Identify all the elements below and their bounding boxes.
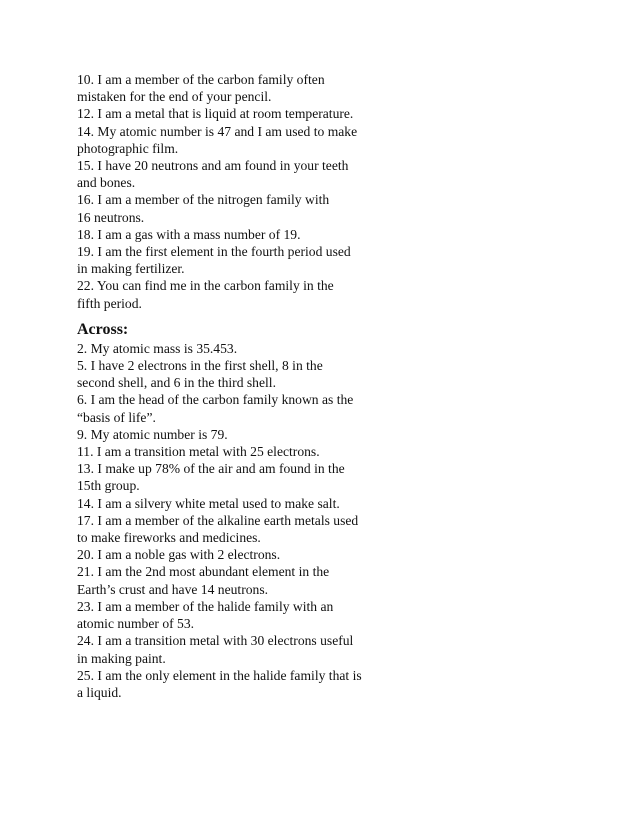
clue-line: 22. You can find me in the carbon family in the	[77, 278, 334, 294]
clue-line: Earth’s crust and have 14 neutrons.	[77, 581, 269, 597]
down-clues-list	[77, 71, 387, 312]
clue-across-11	[77, 443, 387, 460]
document-page	[77, 71, 387, 701]
clue-line: atomic number of 53.	[77, 616, 195, 632]
clue-line: 24. I am a transition metal with 30 electrons useful	[77, 633, 354, 649]
clue-across-5	[77, 357, 387, 391]
clue-across-14	[77, 495, 387, 512]
clue-line: 13. I make up 78% of the air and am found in the	[77, 461, 345, 477]
across-heading: Across:	[77, 320, 129, 338]
clue-line: 15. I have 20 neutrons and am found in your teeth	[77, 158, 349, 174]
clue-line: 16 neutrons.	[77, 209, 145, 225]
clue-line: 18. I am a gas with a mass number of 19.	[77, 226, 301, 242]
clue-across-6	[77, 391, 387, 425]
clue-line: 14. My atomic number is 47 and I am used to make	[77, 123, 358, 139]
clue-across-9	[77, 426, 387, 443]
clue-line: mistaken for the end of your pencil.	[77, 89, 272, 105]
clue-line: 2. My atomic mass is 35.453.	[77, 340, 238, 356]
clue-line: 17. I am a member of the alkaline earth metals used	[77, 512, 359, 528]
clue-line: 23. I am a member of the halide family with an	[77, 598, 334, 614]
clue-line: 10. I am a member of the carbon family often	[77, 72, 325, 87]
clue-line: 12. I am a metal that is liquid at room temperature.	[77, 106, 354, 122]
clue-across-13	[77, 460, 387, 494]
clue-across-2	[77, 340, 387, 357]
clue-across-25	[77, 667, 387, 701]
clue-line: 11. I am a transition metal with 25 electrons.	[77, 444, 320, 460]
clue-line: 19. I am the first element in the fourth period used	[77, 244, 351, 260]
clue-line: 16. I am a member of the nitrogen family with	[77, 192, 330, 208]
clue-line: second shell, and 6 in the third shell.	[77, 375, 276, 391]
clue-across-17	[77, 512, 387, 546]
across-clues-list	[77, 340, 387, 701]
clue-line: 5. I have 2 electrons in the first shell, 8 in the	[77, 358, 323, 374]
clue-down-10	[77, 71, 387, 105]
clue-down-18	[77, 226, 387, 243]
clue-across-24	[77, 632, 387, 666]
clue-line: 15th group.	[77, 478, 140, 494]
clue-line: 25. I am the only element in the halide family that is	[77, 667, 362, 683]
clue-down-12	[77, 105, 387, 122]
clue-line: 6. I am the head of the carbon family known as the	[77, 392, 354, 408]
clue-down-22	[77, 277, 387, 311]
clue-line: in making paint.	[77, 650, 166, 666]
clue-line: and bones.	[77, 175, 136, 191]
clue-line: 14. I am a silvery white metal used to make salt.	[77, 495, 340, 511]
clue-across-21	[77, 563, 387, 597]
clue-line: 9. My atomic number is 79.	[77, 426, 228, 442]
clue-down-16	[77, 191, 387, 225]
clue-line: to make fireworks and medicines.	[77, 530, 261, 546]
clue-line: in making fertilizer.	[77, 261, 185, 277]
clue-down-15	[77, 157, 387, 191]
clue-line: “basis of life”.	[77, 409, 156, 425]
clue-line: 21. I am the 2nd most abundant element in the	[77, 564, 330, 580]
clue-line: photographic film.	[77, 140, 179, 156]
clue-across-20	[77, 546, 387, 563]
clue-line: 20. I am a noble gas with 2 electrons.	[77, 547, 281, 563]
clue-down-14	[77, 123, 387, 157]
clue-down-19	[77, 243, 387, 277]
clue-across-23	[77, 598, 387, 632]
clue-line: a liquid.	[77, 684, 122, 700]
clue-line: fifth period.	[77, 295, 142, 311]
